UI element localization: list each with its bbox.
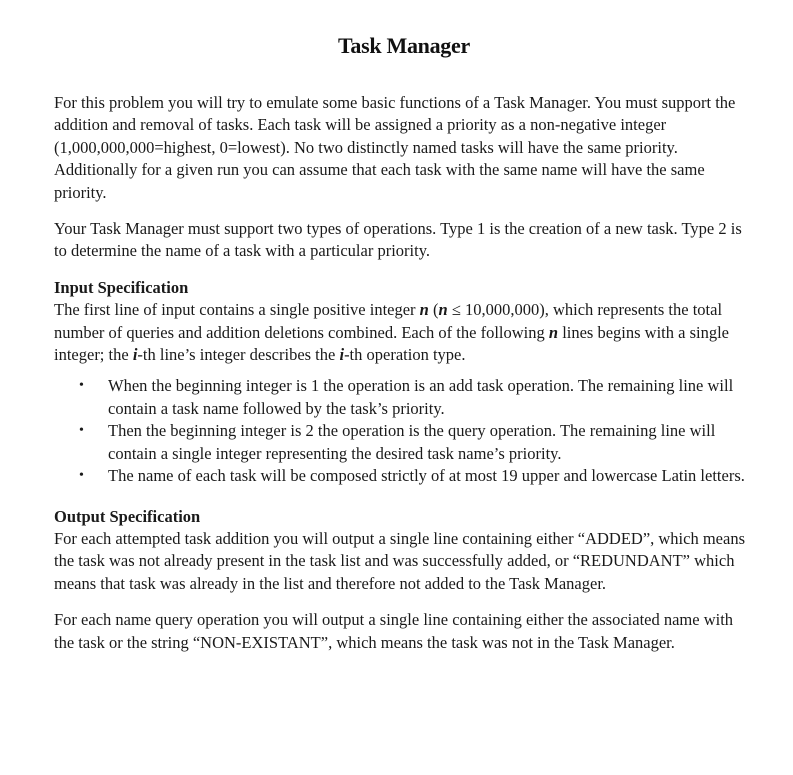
list-item-text: When the beginning integer is 1 the operation is an add task operation. The remaining line will contain a task name followed by the task’s priority.	[108, 376, 734, 418]
problem-document	[54, 30, 754, 654]
variable-n: n	[548, 322, 559, 342]
input-rules-list	[54, 375, 754, 487]
bullet-icon: •	[79, 378, 84, 394]
variable-i: i	[132, 345, 138, 365]
variable-i: i	[339, 345, 345, 365]
output-specification-section	[54, 506, 754, 654]
bullet-icon: •	[79, 468, 84, 484]
list-item-text: Then the beginning integer is 2 the operation is the query operation. The remaining line will contain a single integer representing the desired task name’s priority.	[108, 421, 716, 463]
list-item	[54, 420, 754, 465]
input-text: (	[428, 300, 439, 320]
input-text: -th line’s integer describes the	[137, 345, 340, 365]
input-text: The first line of input contains a single positive integer	[54, 300, 420, 320]
list-item-text: The name of each task will be composed strictly of at most 19 upper and lowercase Latin letters.	[108, 466, 745, 486]
input-spec-heading: Input Specification	[54, 277, 189, 297]
input-text: ≤ 10,000,000), which represents the total number of queries and addition deletions combined. Each of the following	[54, 300, 723, 342]
output-addition-paragraph: For each attempted task addition you will output a single line containing either “ADDED”, which means the task was not already present in the task list and was successfully added, or “REDUNDANT” which means that task was already in the list and therefore not added to the Task Manager.	[54, 528, 745, 593]
input-text: lines begins with a single integer; the	[54, 322, 730, 365]
variable-n: n	[419, 300, 429, 320]
output-spec-heading: Output Specification	[54, 506, 201, 526]
variable-n: n	[438, 300, 448, 320]
output-query-paragraph: For each name query operation you will output a single line containing either the associated name with the task or the string “NON-EXISTANT”, which means the task was not in the Task Manager.	[54, 610, 734, 652]
bullet-icon: •	[79, 423, 84, 439]
list-item	[54, 375, 754, 420]
input-spec-paragraph	[54, 299, 754, 366]
intro-paragraph: For this problem you will try to emulate some basic functions of a Task Manager. You must support the addition and removal of tasks. Each task will be assigned a priority as a non-negative integer (1,000,000,000=highest, 0=lowest). No two distinctly named tasks will have the same priority. Additionally for a given run you can assume that each task with the same name will have the same priority.	[54, 93, 736, 202]
input-specification-section	[54, 277, 754, 488]
operation-types-paragraph: Your Task Manager must support two types of operations. Type 1 is the creation of a new task. Type 2 is to determine the name of a task with a particular priority.	[54, 219, 742, 261]
input-text: -th operation type.	[344, 345, 466, 365]
list-item	[54, 465, 754, 487]
page-title: Task Manager	[338, 33, 470, 58]
